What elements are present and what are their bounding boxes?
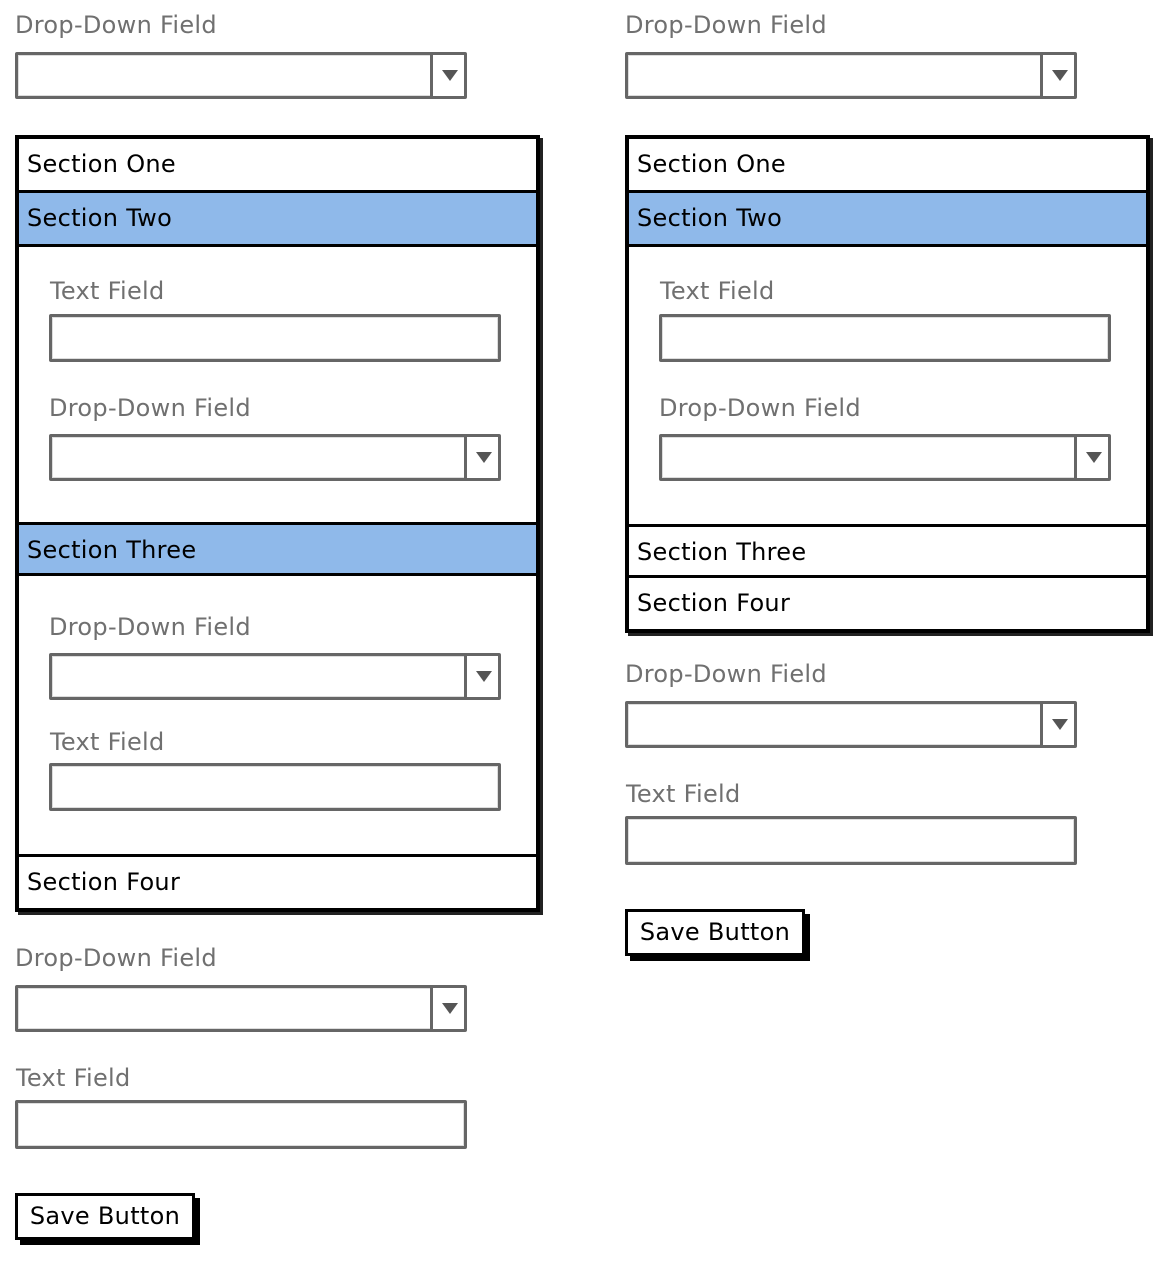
chevron-down-icon[interactable] [464, 656, 498, 697]
dropdown-field[interactable] [659, 434, 1111, 481]
dropdown-label: Drop-Down Field [659, 394, 861, 422]
text-field-label: Text Field [50, 277, 165, 305]
section-three-header[interactable]: Section Three [19, 522, 536, 576]
dropdown-label: Drop-Down Field [49, 394, 251, 422]
accordion [15, 135, 540, 912]
accordion [625, 135, 1150, 633]
dropdown-field[interactable] [15, 985, 467, 1032]
chevron-down-icon[interactable] [430, 55, 464, 96]
dropdown-field[interactable] [49, 653, 501, 700]
section-two-header[interactable]: Section Two [19, 193, 536, 247]
chevron-down-icon[interactable] [1040, 55, 1074, 96]
chevron-down-icon[interactable] [430, 988, 464, 1029]
dropdown-field[interactable] [625, 52, 1077, 99]
save-button[interactable]: Save Button [15, 1193, 195, 1240]
text-field-label: Text Field [626, 780, 741, 808]
dropdown-field[interactable] [49, 434, 501, 481]
save-button[interactable]: Save Button [625, 909, 805, 956]
section-four-header[interactable]: Section Four [19, 854, 536, 908]
section-three-header[interactable]: Section Three [629, 524, 1146, 578]
section-one-header[interactable]: Section One [629, 139, 1146, 193]
chevron-down-icon[interactable] [1074, 437, 1108, 478]
text-field[interactable] [659, 314, 1111, 362]
text-field-label: Text Field [660, 277, 775, 305]
dropdown-label: Drop-Down Field [625, 660, 827, 688]
dropdown-label: Drop-Down Field [625, 11, 827, 39]
text-field-label: Text Field [16, 1064, 131, 1092]
dropdown-label: Drop-Down Field [15, 944, 217, 972]
text-field[interactable] [625, 816, 1077, 865]
section-one-header[interactable]: Section One [19, 139, 536, 193]
chevron-down-icon[interactable] [464, 437, 498, 478]
text-field[interactable] [15, 1100, 467, 1149]
dropdown-field[interactable] [625, 701, 1077, 748]
dropdown-label: Drop-Down Field [49, 613, 251, 641]
dropdown-field[interactable] [15, 52, 467, 99]
chevron-down-icon[interactable] [1040, 704, 1074, 745]
section-four-header[interactable]: Section Four [637, 589, 791, 617]
dropdown-label: Drop-Down Field [15, 11, 217, 39]
text-field-label: Text Field [50, 728, 165, 756]
section-two-header[interactable]: Section Two [629, 193, 1146, 247]
text-field[interactable] [49, 314, 501, 362]
text-field[interactable] [49, 763, 501, 811]
